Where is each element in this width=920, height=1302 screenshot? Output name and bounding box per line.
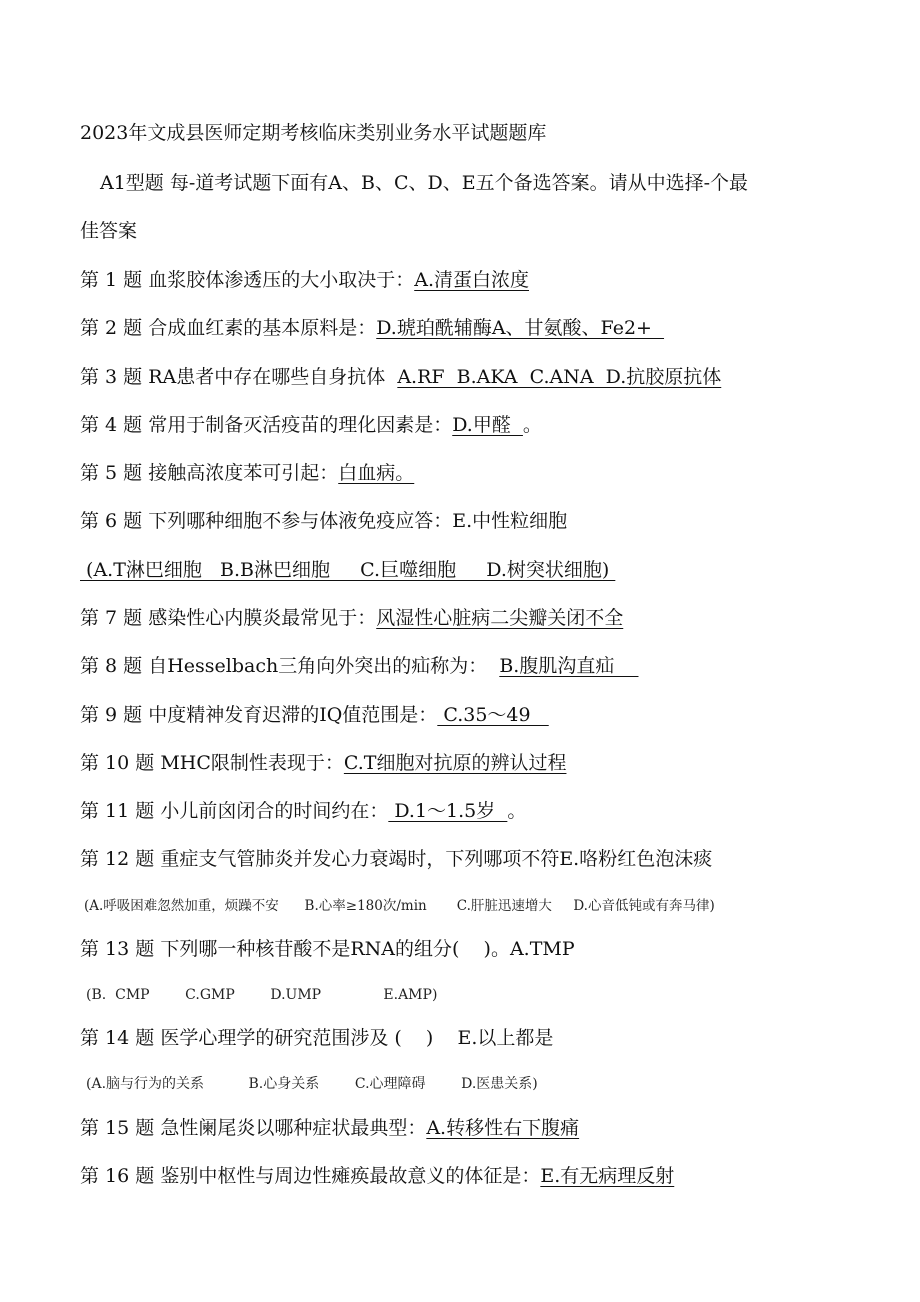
question-label: 第 11 题	[80, 800, 155, 822]
question-text: 感染性心内膜炎最常见于：	[148, 607, 377, 629]
question-answer: E.有无病理反射	[540, 1165, 675, 1187]
question-2	[80, 315, 664, 341]
question-label: 第 6 题	[80, 510, 143, 532]
question-text: 鉴别中枢性与周边性瘫痪最故意义的体征是：	[160, 1165, 541, 1187]
question-label: 第 12 题	[80, 848, 155, 870]
document-title: 2023年文成县医师定期考核临床类别业务水平试题题库	[80, 122, 547, 144]
question-11	[80, 798, 526, 824]
question-label: 第 7 题	[80, 607, 143, 629]
question-tail: 。	[507, 800, 527, 822]
question-answer: D.甲醛	[452, 414, 523, 436]
question-text: 中度精神发育迟滞的IQ值范围是：	[148, 704, 438, 726]
question-label: 第 5 题	[80, 462, 143, 484]
question-13-options	[86, 982, 437, 1008]
question-text: 急性阑尾炎以哪种症状最典型：	[160, 1117, 427, 1139]
question-text: 重症支气管肺炎并发心力衰竭时，下列哪项不符E.咯粉红色泡沫痰	[160, 848, 713, 870]
question-text: 下列哪种细胞不参与体液免疫应答：E.中性粒细胞	[148, 510, 568, 532]
options-text: (A.脑与行为的关系 B.心身关系 C.心理障碍 D.医患关系)	[86, 1076, 538, 1092]
question-12-options	[84, 893, 715, 919]
question-text: 医学心理学的研究范围涉及 ( ) E.以上都是	[160, 1027, 554, 1049]
question-15	[80, 1115, 579, 1141]
question-label: 第 2 题	[80, 317, 143, 339]
question-answer: A.转移性右下腹痛	[426, 1117, 580, 1139]
intro-line-1: A1型题 每-道考试题下面有A、B、C、D、E五个备选答案。请从中选择-个最	[100, 172, 749, 194]
question-4	[80, 412, 542, 438]
options-text: (B. CMP C.GMP D.UMP E.AMP)	[86, 987, 438, 1003]
question-label: 第 9 题	[80, 704, 143, 726]
question-label: 第 4 题	[80, 414, 143, 436]
question-label: 第 15 题	[80, 1117, 155, 1139]
question-label: 第 16 题	[80, 1165, 155, 1187]
question-answer: A.RF B.AKA C.ANA D.抗胶原抗体	[397, 366, 722, 388]
question-answer: 白血病。	[338, 462, 415, 484]
intro-line-2: 佳答案	[80, 220, 138, 242]
question-8	[80, 653, 638, 679]
question-14-options	[86, 1071, 538, 1097]
question-text: 血浆胶体渗透压的大小取决于：	[148, 269, 415, 291]
question-label: 第 13 题	[80, 938, 155, 960]
question-text: 常用于制备灭活疫苗的理化因素是：	[148, 414, 453, 436]
question-12	[80, 846, 712, 872]
question-answer: C.T细胞对抗原的辨认过程	[343, 752, 567, 774]
question-7	[80, 605, 623, 631]
question-10	[80, 750, 566, 776]
question-answer: B.腹肌沟直疝	[499, 655, 639, 677]
question-text: 下列哪一种核苷酸不是RNA的组分( )。A.TMP	[160, 938, 575, 960]
question-text: 接触高浓度苯可引起：	[148, 462, 339, 484]
question-tail: 。	[522, 414, 542, 436]
question-label: 第 14 题	[80, 1027, 155, 1049]
question-text: 合成血红素的基本原料是：	[148, 317, 377, 339]
options-text: (A.呼吸困难忽然加重，烦躁不安 B.心率≥180次/min C.肝脏迅速增大 D.心音低钝或有奔马律)	[84, 898, 715, 914]
question-13	[80, 936, 575, 962]
question-6-options	[80, 557, 615, 583]
options-text: (A.T淋巴细胞 B.B淋巴细胞 C.巨噬细胞 D.树突状细胞)	[80, 559, 616, 581]
question-6	[80, 508, 567, 534]
question-label: 第 10 题	[80, 752, 155, 774]
question-label: 第 3 题	[80, 366, 143, 388]
question-9	[80, 702, 549, 728]
question-text: 自Hesselbach三角向外突出的疝称为：	[148, 655, 500, 677]
question-answer: D.琥珀酰辅酶A、甘氨酸、Fe2+	[376, 317, 665, 339]
question-text: 小儿前囟闭合的时间约在：	[160, 800, 389, 822]
question-answer: A.清蛋白浓度	[414, 269, 529, 291]
question-label: 第 1 题	[80, 269, 143, 291]
question-answer: C.35～49	[437, 704, 549, 726]
question-answer: D.1～1.5岁	[388, 800, 508, 822]
question-1	[80, 267, 529, 293]
question-14	[80, 1025, 553, 1051]
question-5	[80, 460, 414, 486]
question-label: 第 8 题	[80, 655, 143, 677]
question-text: MHC限制性表现于：	[160, 752, 344, 774]
question-text: RA患者中存在哪些自身抗体	[148, 366, 398, 388]
question-answer: 风湿性心脏病二尖瓣关闭不全	[376, 607, 624, 629]
question-16	[80, 1163, 674, 1189]
question-3	[80, 364, 721, 390]
